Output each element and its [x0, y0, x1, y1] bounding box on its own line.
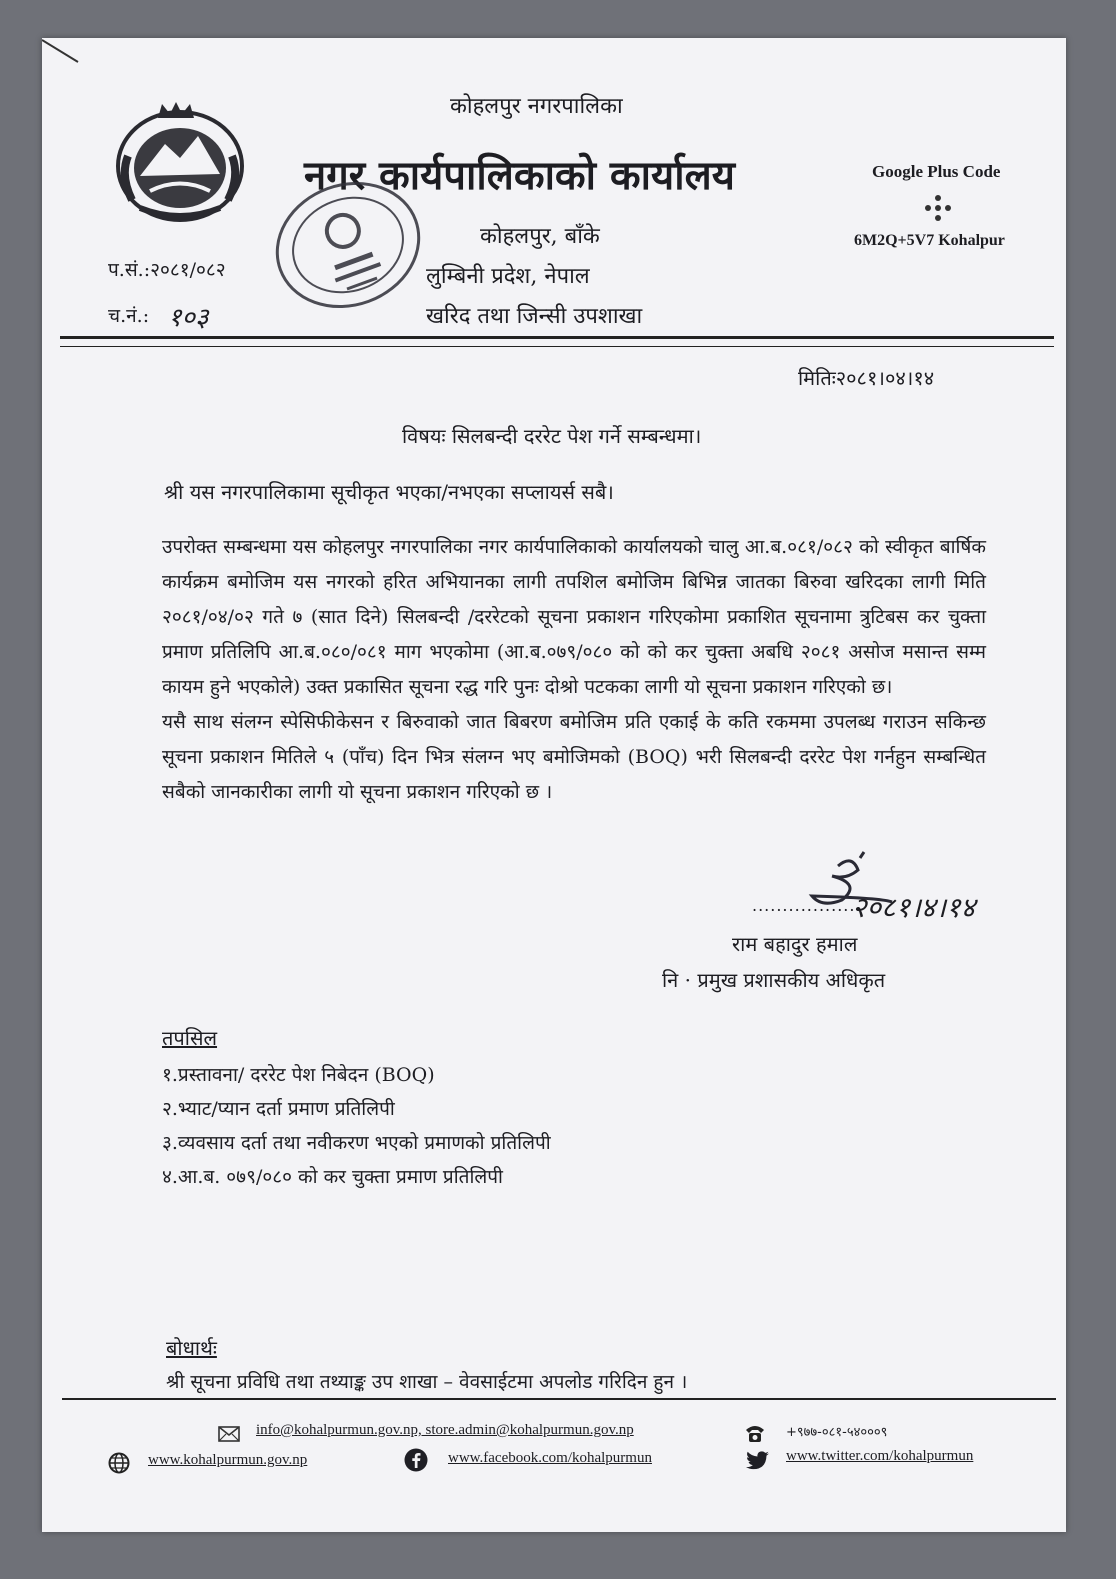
annex-item: १.प्रस्तावना/ दररेट पेश निबेदन (BOQ): [162, 1064, 435, 1086]
body-paragraph-1: उपरोक्त सम्बन्धमा यस कोहलपुर नगरपालिका नगर कार्यपालिकाको कार्यालयको चालु आ.ब.०८१/०८२ को स्वीकृत बार्षिक कार्यक्रम बमोजिम यस नगरको हरित अभियानका लागी तपशिल बमोजिम बिभिन्न जातका बिरुवा खरिदका लागी मिति २०८१/०४/०२ गते ७ (सात दिने) सिलबन्दी /दररेटको सूचना प्रकाशन गरिएकोमा प्रकाशित सूचनामा त्रुटिबस कर चुक्ता प्रमाण प्रतिलिपि आ.ब.०८०/०८१ माग भएकोमा (आ.ब.०७९/०८० को को कर चुक्ता अबधि २०८१ असोज मसान्त सम्म कायम हुने भएकोले) उक्त प्रकासित सूचना रद्ध गरि पुनः दोश्रो पटकका लागी यो सूचना प्रकाशन गरिएको छ।: [162, 536, 986, 698]
office-branch: खरिद तथा जिन्सी उपशाखा: [426, 304, 643, 329]
globe-icon: [108, 1452, 130, 1474]
reference-number: प.सं.:२०८१/०८२: [108, 259, 226, 281]
plus-code-label: Google Plus Code: [872, 162, 1001, 181]
annex-list: [162, 1058, 551, 1194]
signature-handwritten-date: २०८१।४।१४: [852, 891, 976, 924]
footer-phone: +९७७-०८१-५४०००९: [786, 1425, 888, 1440]
letter-sheet: [42, 38, 1066, 1532]
signatory-title: नि · प्रमुख प्रशासकीय अधिकृत: [662, 968, 886, 992]
annex-item: २.भ्याट/प्यान दर्ता प्रमाण प्रतिलिपी: [162, 1098, 395, 1120]
cc-text: श्री सूचना प्रविधि तथा तथ्याङ्क उप शाखा – वेवसाईटमा अपलोड गरिदिन हुन ।: [166, 1371, 688, 1393]
signature-line: ..................: [752, 896, 862, 915]
letter-addressee: श्री यस नगरपालिकामा सूचीकृत भएका/नभएका सप्लायर्स सबै।: [164, 480, 614, 504]
office-address-city: कोहलपुर, बाँके: [480, 224, 600, 249]
letter-date: मितिः२०८१।०४।१४: [798, 366, 935, 390]
dispatch-number-label: च.नं.:: [108, 305, 150, 327]
header-divider-thin: [60, 346, 1054, 347]
footer-divider: [62, 1398, 1056, 1400]
plus-code-dots-icon: [918, 194, 958, 224]
envelope-icon: [218, 1426, 240, 1442]
office-address-province: लुम्बिनी प्रदेश, नेपाल: [426, 264, 590, 289]
footer-facebook[interactable]: www.facebook.com/kohalpurmun: [448, 1450, 652, 1466]
letter-subject: विषयः सिलबन्दी दररेट पेश गर्ने सम्बन्धमा।: [402, 424, 702, 448]
footer-email[interactable]: info@kohalpurmun.gov.np, store.admin@kohalpurmun.gov.np: [256, 1422, 634, 1438]
annex-item: ३.व्यवसाय दर्ता तथा नवीकरण भएको प्रमाणको प्रतिलिपी: [162, 1132, 551, 1154]
plus-code-value: 6M2Q+5V7 Kohalpur: [854, 232, 1005, 249]
signatory-name: राम बहादुर हमाल: [732, 932, 858, 956]
telephone-icon: [744, 1422, 766, 1444]
corner-fold-mark: [42, 38, 82, 68]
office-stamp-icon: [268, 170, 428, 320]
annex-item: ४.आ.ब. ०७९/०८० को कर चुक्ता प्रमाण प्रतिलिपी: [162, 1166, 503, 1188]
footer-twitter[interactable]: www.twitter.com/kohalpurmun: [786, 1448, 974, 1464]
office-name: कोहलपुर नगरपालिका: [450, 94, 623, 119]
nepal-emblem-icon: [110, 96, 250, 226]
office-title: नगर कार्यपालिकाको कार्यालय: [304, 152, 735, 199]
cc-heading: बोधार्थः: [166, 1336, 217, 1360]
header-divider-thick: [60, 336, 1054, 339]
dispatch-number-value: १०३: [168, 303, 209, 333]
letter-body: [162, 530, 986, 810]
facebook-icon: [404, 1448, 428, 1472]
annex-heading: तपसिल: [162, 1026, 218, 1050]
twitter-icon: [746, 1450, 770, 1472]
footer-website[interactable]: www.kohalpurmun.gov.np: [148, 1452, 308, 1468]
body-paragraph-2: यसै साथ संलग्न स्पेसिफीकेसन र बिरुवाको जात बिबरण बमोजिम प्रति एकाई के कति रकममा उपलब्ध गराउन सकिन्छ सूचना प्रकाशन मितिले ५ (पाँच) दिन भित्र संलग्न भए बमोजिमको (BOQ) भरी सिलबन्दी दररेट पेश गर्नहुन सम्बन्धित सबैको जानकारीका लागी यो सूचना प्रकाशन गरिएको छ ।: [162, 711, 986, 803]
